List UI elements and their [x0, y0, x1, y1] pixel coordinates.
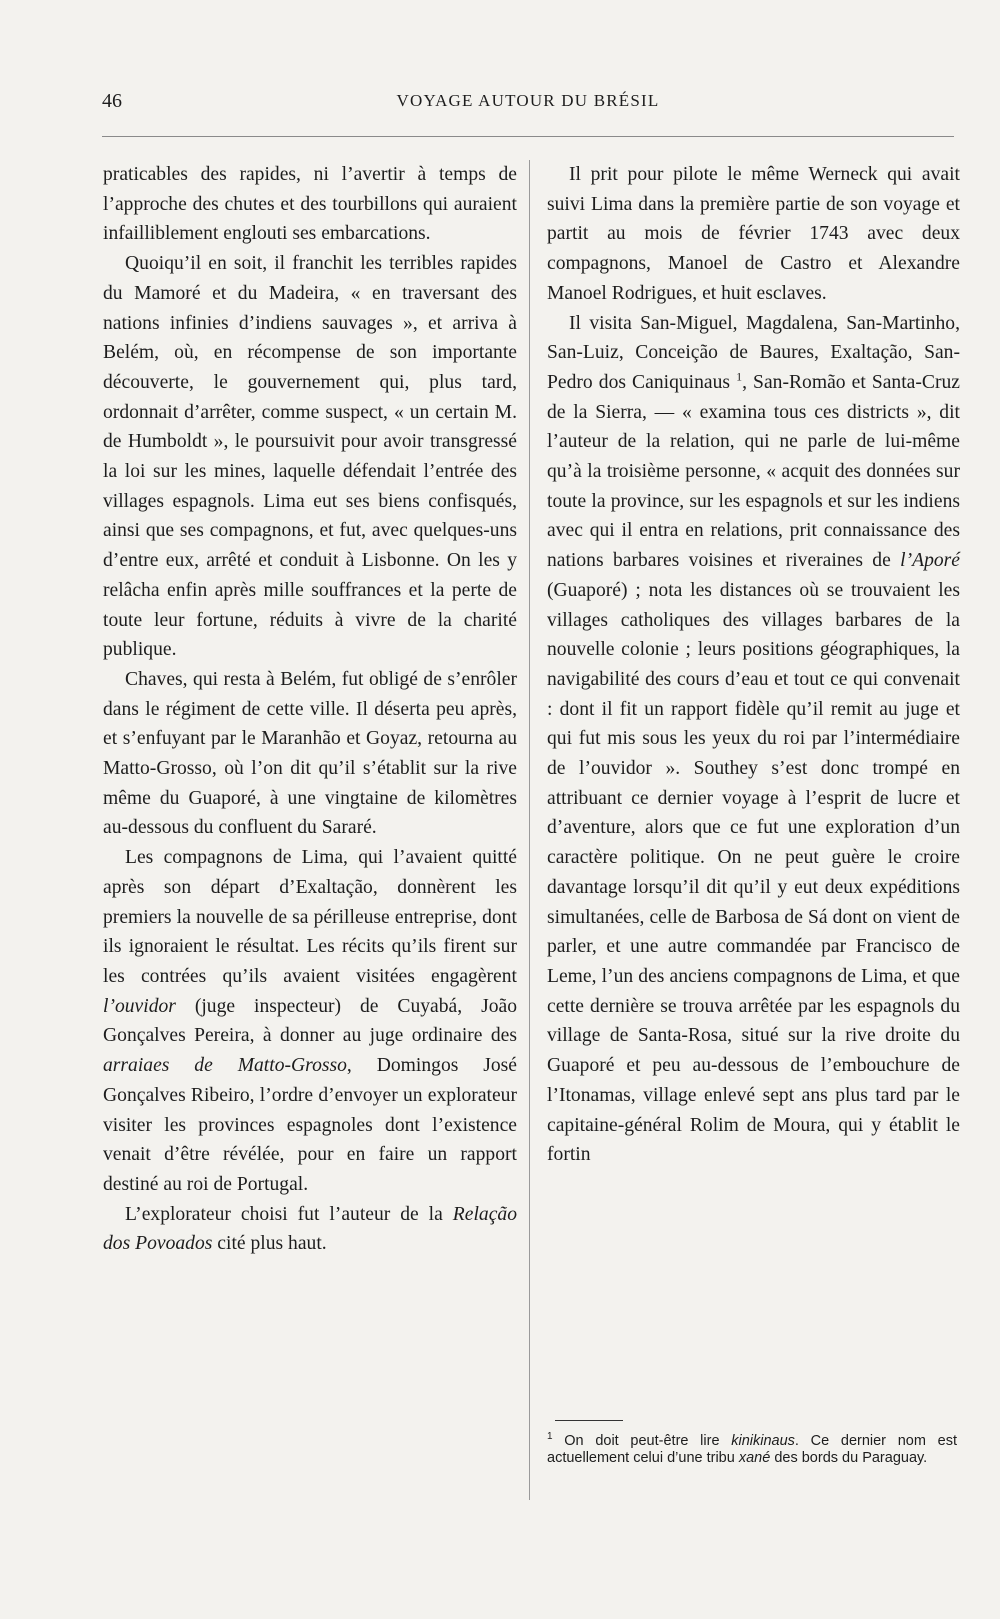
page-header: [102, 90, 954, 120]
paragraph: L’explorateur choisi fut l’auteur de la Relação dos Povoados cité plus haut.: [103, 1203, 517, 1255]
paragraph: praticables des rapides, ni l’avertir à temps de l’approche des chutes et des tourbillons qui auraient infailliblement englouti ses embarcations.: [103, 164, 517, 245]
paragraph: Chaves, qui resta à Belém, fut obligé de s’enrôler dans le régiment de cette ville. Il déserta peu après, et s’enfuyant par le Maranhão et Goyaz, retourna au Matto-Grosso, où l’on dit qu’il s’établit sur la rive même du Guaporé, à une vingtaine de kilomètres au-dessous du confluent du Sararé.: [103, 668, 517, 839]
paragraph: Les compagnons de Lima, qui l’avaient quitté après son départ d’Exaltação, donnèrent les premiers la nouvelle de sa périlleuse entreprise, dont ils ignoraient le résultat. Les récits qu’ils firent sur les contrées qu’ils avaient visitées engagèrent l’ouvidor (juge inspecteur) de Cuyabá, João Gonçalves Pereira, à donner au juge ordinaire des arraiaes de Matto-Grosso, Domingos José Gonçalves Ribeiro, l’ordre d’envoyer un explorateur visiter les provinces espagnoles dont l’existence venait d’être révélée, pour en faire un rapport destiné au roi de Portugal.: [103, 847, 518, 1195]
footnote: [547, 1428, 957, 1468]
column-divider: [529, 160, 530, 1500]
right-text-column: [547, 160, 960, 1170]
footnote-text: On doit peut-être lire kinikinaus. Ce dernier nom est actuellement celui d’une tribu xané des bords du Paraguay.: [547, 1432, 957, 1467]
running-title: VOYAGE AUTOUR DU BRÉSIL: [396, 91, 660, 110]
left-text-column: [103, 160, 517, 1259]
header-rule: [102, 136, 954, 137]
paragraph: Quoiqu’il en soit, il franchit les terribles rapides du Mamoré et du Madeira, « en traversant des nations infinies d’indiens sauvages », et arriva à Belém, où, en récompense de son importante découverte, le gouvernement qui, plus tard, ordonnait d’arrêter, comme suspect, « un certain M. de Humboldt », le poursuivit pour avoir transgressé la loi sur les mines, laquelle défendait l’entrée des villages espagnols. Lima eut ses biens confisqués, ainsi que ses compagnons, et fut, avec quelques-uns d’entre eux, arrêté et conduit à Lisbonne. On les y relâcha enfin après mille souffrances et la perte de toute leur fortune, réduits à vivre de la charité publique.: [103, 253, 517, 661]
footnote-rule: [555, 1420, 623, 1421]
page-number: 46: [102, 90, 122, 112]
paragraph: Il prit pour pilote le même Werneck qui avait suivi Lima dans la première partie de son voyage et partit au mois de février 1743 avec deux compagnons, Manoel de Castro et Alexandre Manoel Rodrigues, et huit esclaves.: [547, 164, 960, 304]
footnote-mark: 1: [547, 1431, 553, 1442]
paragraph: Il visita San-Miguel, Magdalena, San-Martinho, San-Luiz, Conceição de Baures, Exaltação, San-Pedro dos Caniquinaus $^1$, San-Romão et Santa-Cruz de la Sierra, — « examina tous ces districts », dit l’auteur de la relation, qui ne parle de lui-même qu’à la troisième personne, « acquit des données sur toute la province, sur les espagnols et sur les indiens avec qui il entra en relations, prit connaissance des nations barbares voisines et riveraines de l’Aporé (Guaporé) ; nota les distances où se trouvaient les villages catholiques des villages barbares de la nouvelle colonie ; leurs positions géographiques, la navigabilité des cours d’eau et tout ce qui convenait : dont il fit un rapport fidèle qu’il remit au juge et qui fut mis sous les yeux du roi par l’intermédiaire de l’ouvidor ». Southey s’est donc trompé en attribuant ce dernier voyage à l’esprit de lucre et d’aventure, alors que ce fut une exploration d’un caractère politique. On ne peut guère le croire davantage lorsqu’il dit qu’il y eut deux expéditions simultanées, celle de Barbosa de Sá dont on vient de parler, et une autre commandée par Francisco de Leme, l’un des anciens compagnons de Lima, et que cette dernière se trouva arrêtée par les espagnols du village de Santa-Rosa, situé sur la rive droite du Guaporé et peu au-dessous de l’embouchure de l’Itonamas, village enlevé sept ans plus tard par le capitaine-général Rolim de Moura, qui y établit le fortin: [547, 312, 960, 1166]
